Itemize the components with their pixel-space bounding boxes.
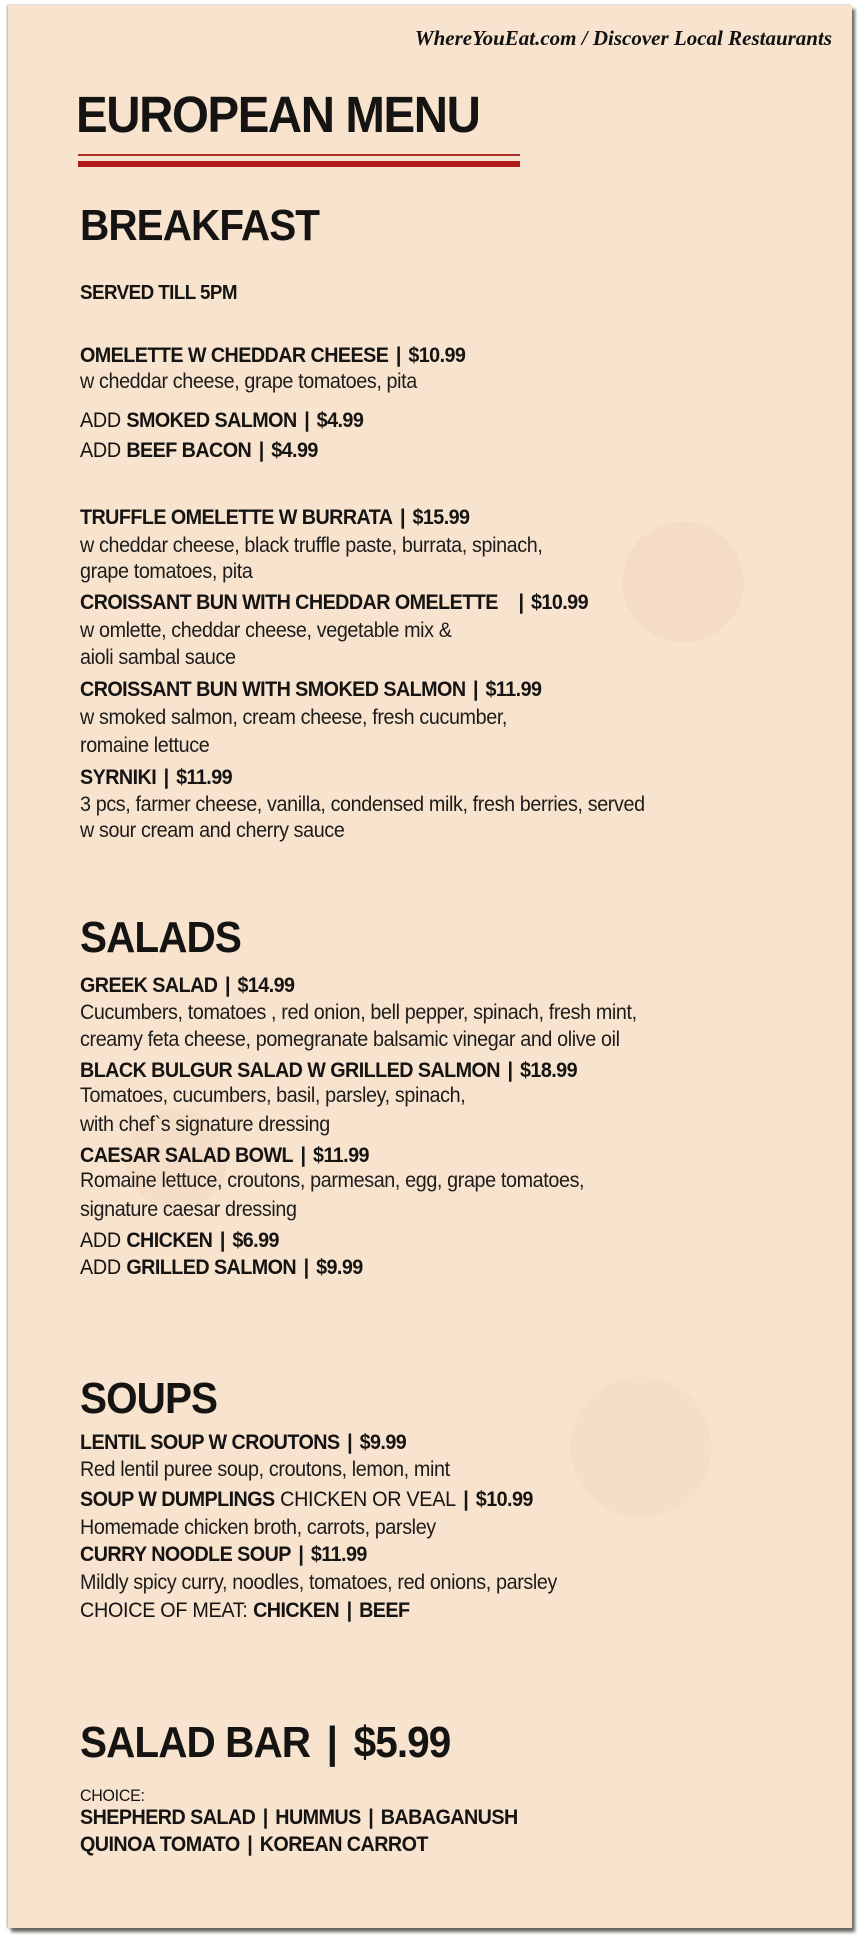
item-description: w omlette, cheddar cheese, vegetable mix &: [80, 619, 452, 642]
meat-option: BEEF: [359, 1599, 410, 1622]
addon-line: [80, 1253, 363, 1282]
addon-price: $6.99: [232, 1229, 279, 1252]
item-name: SOUP W DUMPLINGS: [80, 1488, 275, 1511]
menu-item-name: [80, 341, 465, 370]
addon-line: [80, 1226, 279, 1255]
menu-title: EUROPEAN MENU: [76, 86, 480, 143]
salad-bar-option: KOREAN CARROT: [259, 1833, 428, 1856]
meat-choice: [80, 1596, 409, 1625]
item-name: CAESAR SALAD BOWL: [80, 1144, 294, 1167]
addon-price: $4.99: [271, 439, 318, 462]
item-name: OMELETTE W CHEDDAR CHEESE: [80, 344, 389, 367]
separator: |: [300, 1144, 306, 1167]
menu-item-name: [80, 675, 541, 704]
menu-item-name: [80, 971, 294, 1000]
item-description: Homemade chicken broth, carrots, parsley: [80, 1516, 436, 1539]
item-variant: CHICKEN OR VEAL: [280, 1488, 456, 1511]
section-heading-soups: SOUPS: [80, 1374, 218, 1423]
separator: |: [399, 506, 405, 529]
title-divider-thick: [78, 161, 520, 167]
addon-prefix: ADD: [80, 409, 121, 432]
section-heading-salad-bar: [80, 1718, 451, 1767]
item-price: $11.99: [310, 1543, 367, 1566]
item-name: LENTIL SOUP W CROUTONS: [80, 1431, 340, 1454]
separator: |: [298, 1543, 304, 1566]
item-description: grape tomatoes, pita: [80, 560, 253, 583]
separator: |: [395, 344, 401, 367]
salad-bar-options: [80, 1803, 518, 1832]
separator: |: [304, 409, 310, 432]
item-description: Cucumbers, tomatoes , red onion, bell pepper, spinach, fresh mint,: [80, 1001, 637, 1024]
item-description: w cheddar cheese, grape tomatoes, pita: [80, 370, 417, 393]
section-heading-salads: SALADS: [80, 913, 241, 962]
item-name: BLACK BULGUR SALAD W GRILLED SALMON: [80, 1059, 500, 1082]
addon-prefix: ADD: [80, 1229, 121, 1252]
item-price: $11.99: [485, 678, 542, 701]
item-price: $10.99: [408, 344, 466, 367]
addon-line: [80, 406, 363, 435]
menu-item-name: [80, 1485, 533, 1514]
item-description: Tomatoes, cucumbers, basil, parsley, spinach,: [80, 1084, 466, 1107]
item-description: romaine lettuce: [80, 734, 210, 757]
item-name: CROISSANT BUN WITH CHEDDAR OMELETTE: [80, 591, 498, 614]
item-price: $10.99: [475, 1488, 533, 1511]
menu-item-name: [80, 503, 469, 532]
addon-name: SMOKED SALMON: [126, 409, 297, 432]
separator: |: [262, 1806, 268, 1829]
addon-name: BEEF BACON: [126, 439, 252, 462]
watermark: WhereYouEat.com / Discover Local Restaurants: [414, 26, 832, 50]
item-name: CROISSANT BUN WITH SMOKED SALMON: [80, 678, 466, 701]
menu-item-name: [80, 763, 232, 792]
menu-item-name: [80, 1540, 367, 1569]
item-description: Red lentil puree soup, croutons, lemon, mint: [80, 1458, 450, 1481]
salad-bar-price: $5.99: [353, 1718, 451, 1767]
item-name: CURRY NOODLE SOUP: [80, 1543, 291, 1566]
separator: |: [247, 1833, 253, 1856]
separator: |: [347, 1431, 353, 1454]
item-price: $18.99: [519, 1059, 577, 1082]
item-price: $10.99: [530, 591, 588, 614]
salad-bar-option: SHEPHERD SALAD: [80, 1806, 256, 1829]
item-description: creamy feta cheese, pomegranate balsamic vinegar and olive oil: [80, 1028, 620, 1051]
item-name: TRUFFLE OMELETTE W BURRATA: [80, 506, 393, 529]
addon-line: [80, 436, 318, 465]
item-price: $9.99: [359, 1431, 407, 1454]
salad-bar-choice-label: CHOICE:: [80, 1786, 145, 1805]
separator: |: [326, 1718, 338, 1767]
separator: |: [368, 1806, 374, 1829]
separator: |: [219, 1229, 225, 1252]
salad-bar-option: HUMMUS: [275, 1806, 361, 1829]
separator: |: [163, 766, 169, 789]
meat-choice-label: CHOICE OF MEAT:: [80, 1599, 248, 1622]
separator: |: [224, 974, 230, 997]
salad-bar-title: SALAD BAR: [80, 1718, 311, 1767]
separator: |: [507, 1059, 513, 1082]
addon-name: GRILLED SALMON: [126, 1256, 297, 1279]
item-description: Romaine lettuce, croutons, parmesan, egg, grape tomatoes,: [80, 1169, 585, 1192]
section-heading-breakfast: BREAKFAST: [80, 201, 320, 250]
item-description: w cheddar cheese, black truffle paste, burrata, spinach,: [80, 534, 543, 557]
addon-prefix: ADD: [80, 1256, 121, 1279]
salad-bar-options: [80, 1830, 428, 1859]
item-description: with chef`s signature dressing: [80, 1113, 330, 1136]
item-name: GREEK SALAD: [80, 974, 218, 997]
title-divider-thin: [78, 154, 520, 156]
addon-price: $4.99: [316, 409, 364, 432]
addon-name: CHICKEN: [126, 1229, 213, 1252]
item-description: 3 pcs, farmer cheese, vanilla, condensed milk, fresh berries, served: [80, 793, 645, 816]
separator: |: [518, 591, 524, 614]
item-price: $14.99: [237, 974, 295, 997]
item-description: aioli sambal sauce: [80, 646, 236, 669]
salad-bar-option: BABAGANUSH: [380, 1806, 518, 1829]
menu-item-name: [80, 1428, 406, 1457]
item-description: w smoked salmon, cream cheese, fresh cucumber,: [80, 706, 508, 729]
item-price: $11.99: [313, 1144, 369, 1167]
separator: |: [346, 1599, 352, 1622]
meat-option: CHICKEN: [253, 1599, 340, 1622]
breakfast-note: SERVED TILL 5PM: [80, 282, 237, 304]
separator: |: [303, 1256, 309, 1279]
addon-prefix: ADD: [80, 439, 121, 462]
addon-price: $9.99: [316, 1256, 363, 1279]
separator: |: [473, 678, 479, 701]
item-description: signature caesar dressing: [80, 1198, 297, 1221]
item-description: w sour cream and cherry sauce: [80, 819, 345, 842]
menu-item-name: [80, 588, 588, 617]
separator: |: [258, 439, 264, 462]
item-price: $15.99: [412, 506, 470, 529]
item-price: $11.99: [176, 766, 233, 789]
item-name: SYRNIKI: [80, 766, 157, 789]
salad-bar-option: QUINOA TOMATO: [80, 1833, 240, 1856]
separator: |: [463, 1488, 469, 1511]
item-description: Mildly spicy curry, noodles, tomatoes, red onions, parsley: [80, 1571, 558, 1594]
